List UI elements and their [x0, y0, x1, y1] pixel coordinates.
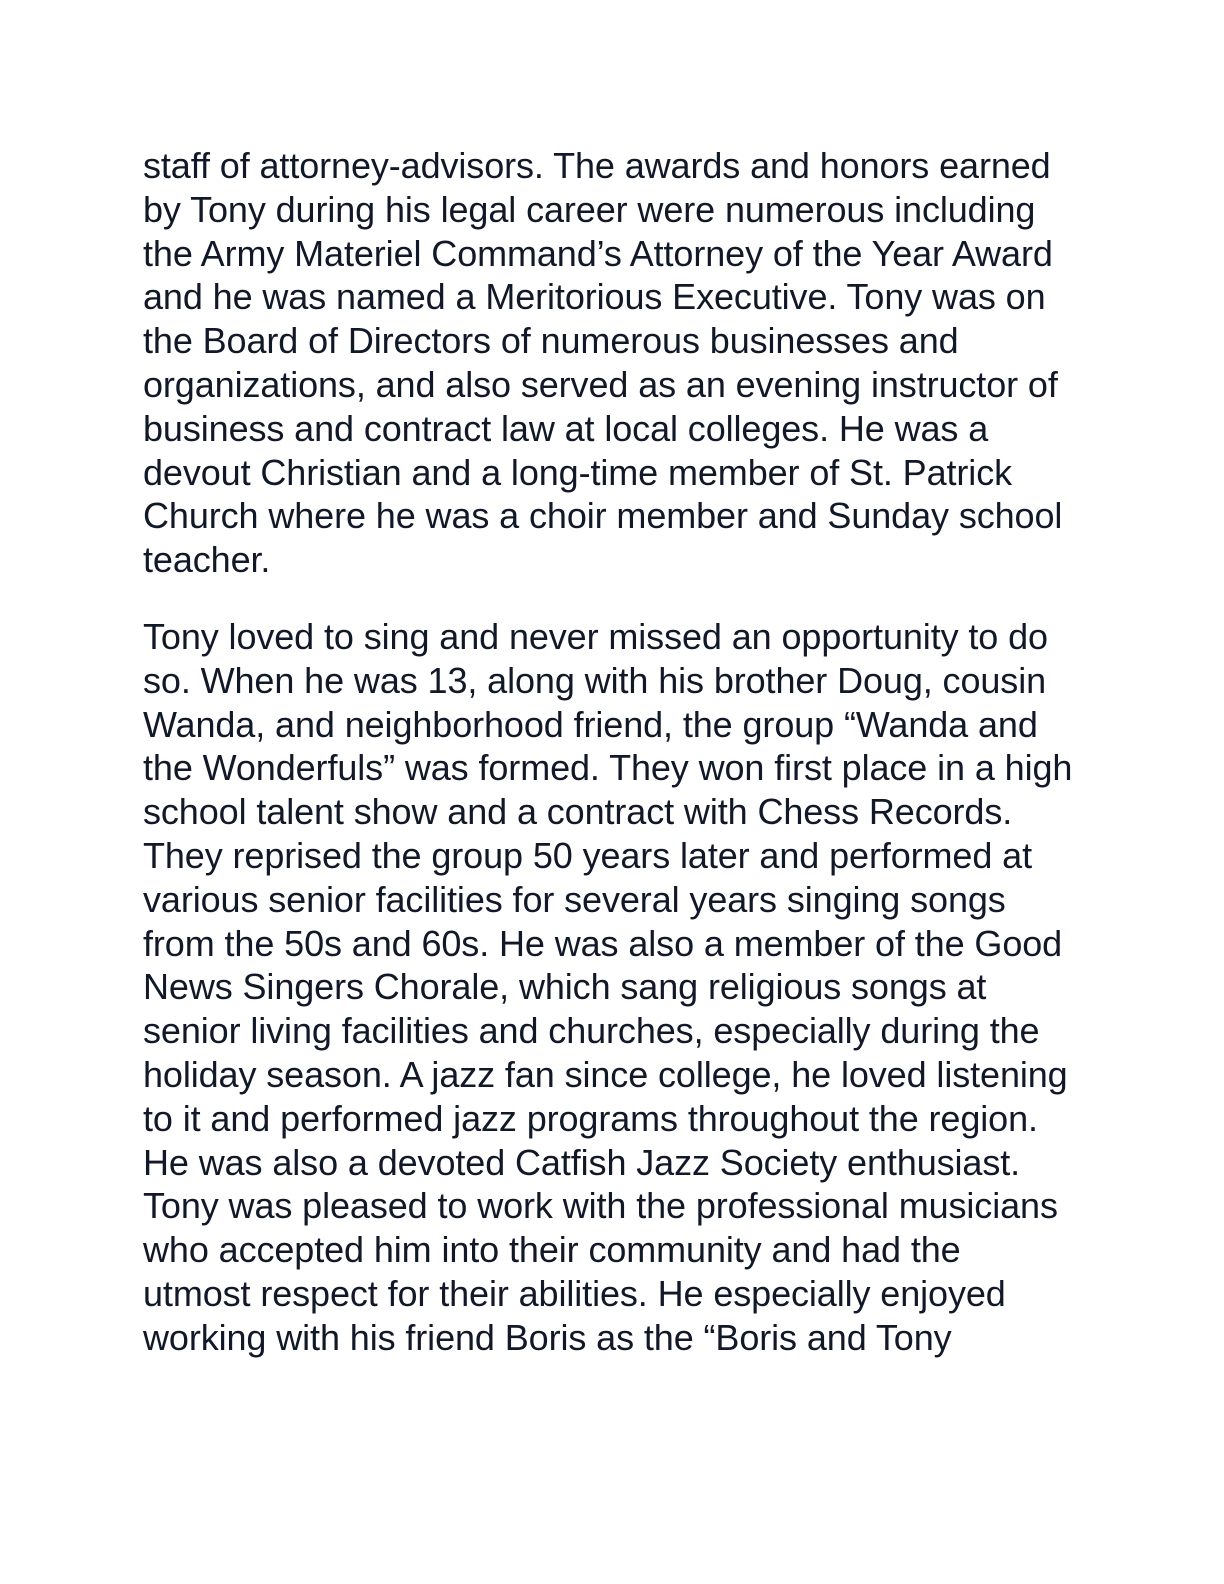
text-line: and he was named a Meritorious Executive. Tony was on	[143, 276, 1046, 318]
text-line: school talent show and a contract with Chess Records.	[143, 791, 1013, 833]
text-line: senior living facilities and churches, especially during the	[143, 1010, 1040, 1052]
text-line: business and contract law at local colleges. He was a	[143, 407, 989, 449]
text-line: who accepted him into their community and had the	[143, 1229, 961, 1271]
text-line: Tony loved to sing and never missed an opportunity to do	[143, 615, 1048, 657]
text-line: Tony was pleased to work with the professional musicians	[143, 1185, 1058, 1227]
text-line: by Tony during his legal career were numerous including	[143, 188, 1036, 230]
text-line: They reprised the group 50 years later and performed at	[143, 834, 1032, 876]
text-line: working with his friend Boris as the “Boris and Tony	[143, 1316, 952, 1358]
paragraph-legal-career	[143, 144, 1083, 582]
text-line: News Singers Chorale, which sang religious songs at	[143, 966, 987, 1008]
text-line: staff of attorney-advisors. The awards and honors earned	[143, 145, 1051, 186]
text-line: devout Christian and a long-time member of St. Patrick	[143, 451, 1012, 493]
text-line: Wanda, and neighborhood friend, the group “Wanda and	[143, 703, 1038, 745]
text-line: He was also a devoted Catfish Jazz Society enthusiast.	[143, 1141, 1021, 1183]
text-line: teacher.	[143, 539, 271, 581]
paragraph-music	[143, 615, 1083, 1360]
text-line: various senior facilities for several years singing songs	[143, 878, 1006, 920]
text-line: Church where he was a choir member and Sunday school	[143, 495, 1063, 537]
text-line: holiday season. A jazz fan since college, he loved listening	[143, 1053, 1068, 1095]
text-line: the Army Materiel Command’s Attorney of the Year Award	[143, 232, 1053, 274]
text-line: from the 50s and 60s. He was also a member of the Good	[143, 922, 1063, 964]
document-body	[143, 144, 1083, 1360]
text-line: organizations, and also served as an evening instructor of	[143, 363, 1058, 405]
text-line: the Wonderfuls” was formed. They won first place in a high	[143, 747, 1073, 789]
text-line: utmost respect for their abilities. He especially enjoyed	[143, 1272, 1006, 1314]
text-line: the Board of Directors of numerous businesses and	[143, 320, 959, 362]
text-line: so. When he was 13, along with his brother Doug, cousin	[143, 659, 1047, 701]
text-line: to it and performed jazz programs throughout the region.	[143, 1097, 1038, 1139]
